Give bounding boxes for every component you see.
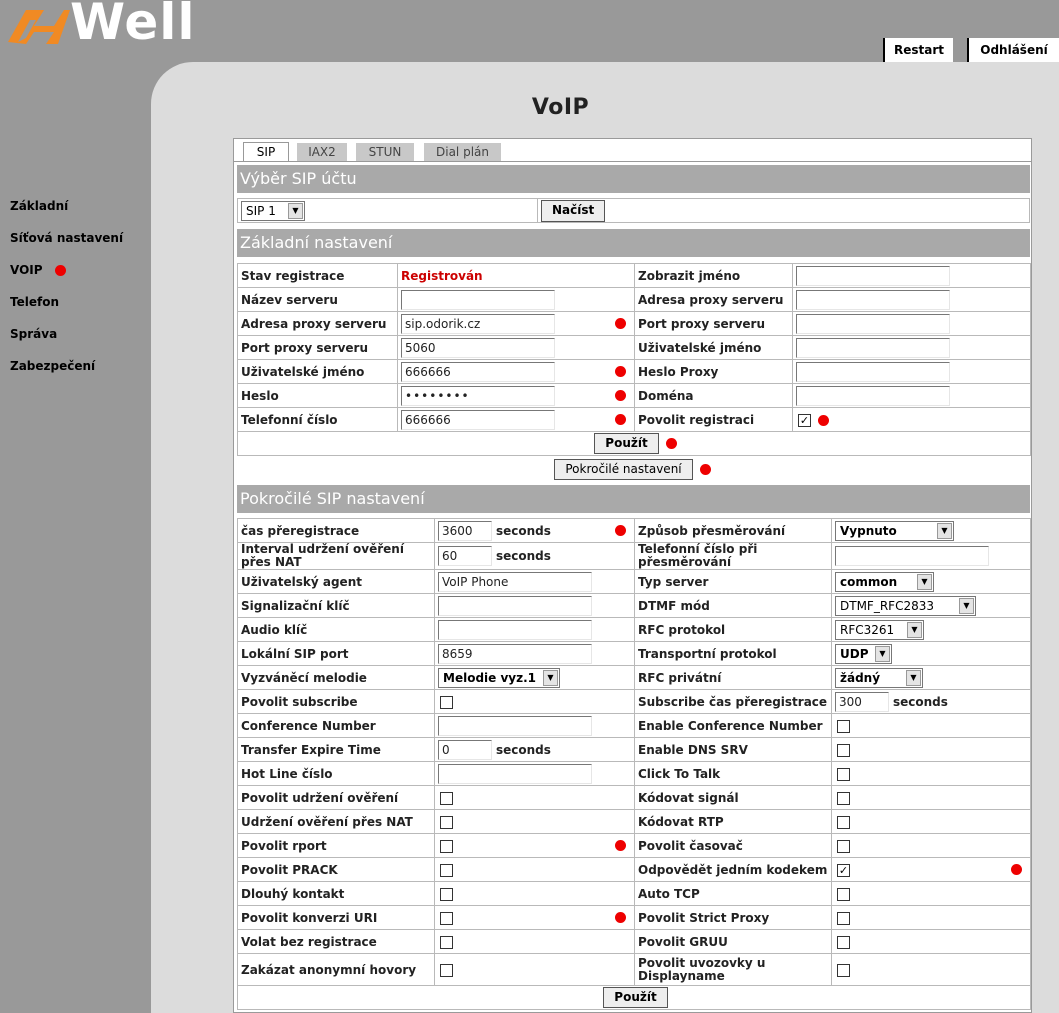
- sidebar-item-basic[interactable]: [10, 199, 68, 213]
- transfer-expire-time-input[interactable]: [438, 740, 492, 760]
- red-marker-icon: [615, 390, 626, 401]
- block-anonymous-cell: [435, 954, 635, 986]
- rfc-private-select[interactable]: [835, 668, 923, 688]
- red-marker-icon: [615, 840, 626, 851]
- label-enable-dns-srv: Enable DNS SRV: [635, 738, 832, 762]
- page-title: VoIP: [531, 95, 590, 120]
- displayname-quotes-checkbox[interactable]: [837, 964, 850, 977]
- unit-label: seconds: [496, 549, 551, 563]
- forward-number-input[interactable]: [835, 546, 989, 566]
- enable-dns-srv-cell: [832, 738, 1031, 762]
- domain-input[interactable]: [796, 386, 950, 406]
- sidebar: [0, 62, 151, 1013]
- label-user-agent: Uživatelský agent: [238, 570, 435, 594]
- rfc-protocol-value: RFC3261: [840, 622, 895, 637]
- label-nat-keepalive: Udržení ověření přes NAT: [238, 810, 435, 834]
- call-without-registration-checkbox[interactable]: [440, 936, 453, 949]
- enable-timer-cell: [832, 834, 1031, 858]
- chevron-down-icon: ▼: [959, 598, 974, 614]
- chevron-down-icon: ▼: [937, 523, 952, 539]
- transport-protocol-value: UDP: [840, 646, 869, 661]
- username-cell: [398, 360, 635, 384]
- red-marker-icon: [1011, 864, 1022, 875]
- strict-proxy-checkbox[interactable]: [837, 912, 850, 925]
- sip-account-select[interactable]: [241, 201, 305, 221]
- user-agent-input[interactable]: [438, 572, 592, 592]
- label-phone-number: Telefonní číslo: [238, 408, 398, 432]
- server-type-value: common: [840, 574, 898, 589]
- signaling-key-input[interactable]: [438, 596, 592, 616]
- local-sip-port-input[interactable]: [438, 644, 592, 664]
- proxy-password-cell: [793, 360, 1031, 384]
- label-enable-registration: Povolit registraci: [635, 408, 793, 432]
- nat-keepalive-interval-cell: [435, 543, 635, 570]
- conference-number-cell: [435, 714, 635, 738]
- enable-timer-checkbox[interactable]: [837, 840, 850, 853]
- sidebar-item-label: VOIP: [10, 263, 43, 277]
- encrypt-rtp-checkbox[interactable]: [837, 816, 850, 829]
- hotline-number-input[interactable]: [438, 764, 592, 784]
- well-logo-icon: [4, 4, 72, 50]
- phone-number-input[interactable]: [401, 410, 555, 430]
- sidebar-item-label: Telefon: [10, 295, 59, 309]
- uri-conversion-cell: [435, 906, 635, 930]
- enable-registration-cell: [793, 408, 1031, 432]
- chevron-down-icon: ▼: [917, 574, 932, 590]
- enable-keepalive-checkbox[interactable]: [440, 792, 453, 805]
- click-to-talk-cell: [832, 762, 1031, 786]
- registration-status-cell: [398, 264, 635, 288]
- nat-keepalive-checkbox[interactable]: [440, 816, 453, 829]
- unit-label: seconds: [496, 523, 551, 538]
- advanced-settings-button[interactable]: Pokročilé nastavení: [554, 459, 692, 480]
- sidebar-item-label: Síťová nastavení: [10, 231, 124, 245]
- backup-proxy-address-cell: [793, 288, 1031, 312]
- username-input[interactable]: [401, 362, 555, 382]
- red-marker-icon: [666, 438, 677, 449]
- tab-divider: [234, 161, 1031, 162]
- transport-protocol-cell: [832, 642, 1031, 666]
- voip-panel: [233, 138, 1032, 1013]
- label-proxy-address: Adresa proxy serveru: [238, 312, 398, 336]
- forward-mode-select[interactable]: [835, 521, 954, 541]
- long-contact-cell: [435, 882, 635, 906]
- ring-melody-select[interactable]: [438, 668, 560, 688]
- label-encrypt-rtp: Kódovat RTP: [635, 810, 832, 834]
- chevron-down-icon: ▼: [907, 622, 922, 638]
- label-backup-username: Uživatelské jméno: [635, 336, 793, 360]
- red-marker-icon: [615, 912, 626, 923]
- hotline-number-cell: [435, 762, 635, 786]
- label-rfc-private: RFC privátní: [635, 666, 832, 690]
- phone-number-cell: [398, 408, 635, 432]
- encrypt-signal-checkbox[interactable]: [837, 792, 850, 805]
- encrypt-signal-cell: [832, 786, 1031, 810]
- basic-apply-button[interactable]: Použít: [594, 433, 658, 454]
- block-anonymous-checkbox[interactable]: [440, 964, 453, 977]
- advanced-toggle-row: [234, 459, 1031, 480]
- account-select-cell: [238, 199, 538, 223]
- label-reregistration-time: čas přeregistrace: [238, 519, 435, 543]
- label-backup-proxy-port: Port proxy serveru: [635, 312, 793, 336]
- ring-melody-value: Melodie vyz.1: [443, 670, 536, 685]
- rfc-private-value: žádný: [840, 670, 881, 685]
- display-name-input[interactable]: [796, 266, 950, 286]
- dtmf-mode-cell: [832, 594, 1031, 618]
- backup-proxy-port-cell: [793, 312, 1031, 336]
- basic-settings-table: [237, 263, 1031, 456]
- advanced-apply-row: [238, 986, 1031, 1010]
- rfc-protocol-cell: [832, 618, 1031, 642]
- label-username: Uživatelské jméno: [238, 360, 398, 384]
- password-cell: [398, 384, 635, 408]
- chevron-down-icon: ▼: [543, 670, 558, 686]
- display-name-cell: [793, 264, 1031, 288]
- sidebar-item-voip[interactable]: [10, 263, 66, 277]
- label-encrypt-signal: Kódovat signál: [635, 786, 832, 810]
- unit-label: seconds: [496, 742, 551, 757]
- red-marker-icon: [700, 464, 711, 475]
- enable-prack-cell: [435, 858, 635, 882]
- encrypt-rtp-cell: [832, 810, 1031, 834]
- label-server-type: Typ server: [635, 570, 832, 594]
- backup-proxy-address-input[interactable]: [796, 290, 950, 310]
- label-backup-proxy-address: Adresa proxy serveru: [635, 288, 793, 312]
- label-long-contact: Dlouhý kontakt: [238, 882, 435, 906]
- red-marker-icon: [818, 415, 829, 426]
- enable-rport-cell: [435, 834, 635, 858]
- label-subscribe-reregistration: Subscribe čas přeregistrace: [635, 690, 832, 714]
- logout-link[interactable]: Odhlášení: [967, 38, 1059, 62]
- enable-conference-number-cell: [832, 714, 1031, 738]
- red-marker-icon: [615, 414, 626, 425]
- label-domain: Doména: [635, 384, 793, 408]
- enable-prack-checkbox[interactable]: [440, 864, 453, 877]
- tab-iax2[interactable]: IAX2: [297, 143, 347, 161]
- auto-tcp-checkbox[interactable]: [837, 888, 850, 901]
- label-signaling-key: Signalizační klíč: [238, 594, 435, 618]
- sidebar-item-phone[interactable]: [10, 295, 59, 309]
- enable-gruu-cell: [832, 930, 1031, 954]
- enable-gruu-checkbox[interactable]: [837, 936, 850, 949]
- red-marker-icon: [615, 318, 626, 329]
- label-local-sip-port: Lokální SIP port: [238, 642, 435, 666]
- chevron-down-icon: ▼: [875, 646, 890, 662]
- registration-status-value: Registrován: [401, 268, 483, 283]
- label-audio-key: Audio klíč: [238, 618, 435, 642]
- proxy-address-cell: [398, 312, 635, 336]
- label-enable-rport: Povolit rport: [238, 834, 435, 858]
- label-enable-conference-number: Enable Conference Number: [635, 714, 832, 738]
- account-table: [237, 198, 1030, 223]
- active-indicator-icon: [55, 265, 66, 276]
- backup-username-cell: [793, 336, 1031, 360]
- server-type-select[interactable]: [835, 572, 934, 592]
- server-name-input[interactable]: [401, 290, 555, 310]
- reregistration-time-cell: [435, 519, 635, 543]
- server-name-cell: [398, 288, 635, 312]
- forward-mode-value: Vypnuto: [840, 523, 897, 538]
- sidebar-item-label: Základní: [10, 199, 69, 213]
- user-agent-cell: [435, 570, 635, 594]
- label-nat-keepalive-interval: Interval udržení ověření přes NAT: [238, 543, 435, 570]
- subscribe-reregistration-input[interactable]: [835, 692, 889, 712]
- single-codec-answer-cell: [832, 858, 1031, 882]
- transfer-expire-time-cell: [435, 738, 635, 762]
- domain-cell: [793, 384, 1031, 408]
- enable-subscribe-checkbox[interactable]: [440, 696, 453, 709]
- proxy-address-input[interactable]: [401, 314, 555, 334]
- enable-keepalive-cell: [435, 786, 635, 810]
- label-transfer-expire-time: Transfer Expire Time: [238, 738, 435, 762]
- label-display-name: Zobrazit jméno: [635, 264, 793, 288]
- label-block-anonymous: Zakázat anonymní hovory: [238, 954, 435, 986]
- sidebar-item-label: Zabezpečení: [10, 359, 96, 373]
- server-type-cell: [832, 570, 1031, 594]
- label-enable-subscribe: Povolit subscribe: [238, 690, 435, 714]
- tab-stun[interactable]: STUN: [356, 143, 414, 161]
- uri-conversion-checkbox[interactable]: [440, 912, 453, 925]
- account-load-cell: [538, 199, 1030, 223]
- label-dtmf-mode: DTMF mód: [635, 594, 832, 618]
- rfc-protocol-select[interactable]: [835, 620, 924, 640]
- label-hotline-number: Hot Line číslo: [238, 762, 435, 786]
- audio-key-cell: [435, 618, 635, 642]
- sidebar-item-security[interactable]: [10, 359, 95, 373]
- backup-proxy-port-input[interactable]: [796, 314, 950, 334]
- label-uri-conversion: Povolit konverzi URI: [238, 906, 435, 930]
- label-proxy-port: Port proxy serveru: [238, 336, 398, 360]
- tab-sip[interactable]: SIP: [243, 142, 289, 162]
- long-contact-checkbox[interactable]: [440, 888, 453, 901]
- conference-number-input[interactable]: [438, 716, 592, 736]
- brand-name: Well: [70, 0, 196, 51]
- load-button[interactable]: Načíst: [541, 200, 605, 222]
- transport-protocol-select[interactable]: [835, 644, 892, 664]
- label-proxy-password: Heslo Proxy: [635, 360, 793, 384]
- advanced-apply-button[interactable]: Použít: [603, 987, 667, 1008]
- header: [0, 0, 1059, 62]
- nat-keepalive-cell: [435, 810, 635, 834]
- label-displayname-quotes: Povolit uvozovky u Displayname: [635, 954, 832, 986]
- sidebar-item-label: Správa: [10, 327, 58, 341]
- call-without-registration-cell: [435, 930, 635, 954]
- single-codec-answer-checkbox[interactable]: ✓: [838, 863, 849, 877]
- backup-username-input[interactable]: [796, 338, 950, 358]
- red-marker-icon: [615, 525, 626, 536]
- label-single-codec-answer: Odpovědět jedním kodekem: [635, 858, 832, 882]
- red-marker-icon: [615, 366, 626, 377]
- forward-mode-cell: [832, 519, 1031, 543]
- label-enable-keepalive: Povolit udržení ověření: [238, 786, 435, 810]
- enable-dns-srv-checkbox[interactable]: [837, 744, 850, 757]
- unit-label: seconds: [893, 694, 948, 709]
- label-auto-tcp: Auto TCP: [635, 882, 832, 906]
- dtmf-mode-value: DTMF_RFC2833: [840, 598, 934, 613]
- label-enable-prack: Povolit PRACK: [238, 858, 435, 882]
- label-password: Heslo: [238, 384, 398, 408]
- enable-rport-checkbox[interactable]: [440, 840, 453, 853]
- signaling-key-cell: [435, 594, 635, 618]
- ring-melody-cell: [435, 666, 635, 690]
- section-basic-title: Základní nastavení: [237, 229, 1030, 257]
- sidebar-item-network[interactable]: [10, 231, 123, 245]
- label-rfc-protocol: RFC protokol: [635, 618, 832, 642]
- forward-number-cell: [832, 543, 1031, 570]
- chevron-down-icon: ▼: [906, 670, 921, 686]
- proxy-port-cell: [398, 336, 635, 360]
- proxy-password-input[interactable]: [796, 362, 950, 382]
- label-registration-status: Stav registrace: [238, 264, 398, 288]
- rfc-private-cell: [832, 666, 1031, 690]
- audio-key-input[interactable]: [438, 620, 592, 640]
- auto-tcp-cell: [832, 882, 1031, 906]
- password-input[interactable]: [401, 386, 555, 406]
- label-click-to-talk: Click To Talk: [635, 762, 832, 786]
- enable-registration-checkbox[interactable]: ✓: [799, 413, 810, 427]
- enable-conference-number-checkbox[interactable]: [837, 720, 850, 733]
- label-call-without-registration: Volat bez registrace: [238, 930, 435, 954]
- section-account-title: Výběr SIP účtu: [237, 165, 1030, 193]
- nat-keepalive-interval-input[interactable]: [438, 546, 492, 566]
- label-enable-timer: Povolit časovač: [635, 834, 832, 858]
- subscribe-reregistration-cell: [832, 690, 1031, 714]
- proxy-port-input[interactable]: [401, 338, 555, 358]
- displayname-quotes-cell: [832, 954, 1031, 986]
- local-sip-port-cell: [435, 642, 635, 666]
- label-forward-mode: Způsob přesměrování: [635, 519, 832, 543]
- section-advanced-title: Pokročilé SIP nastavení: [237, 485, 1030, 513]
- label-strict-proxy: Povolit Strict Proxy: [635, 906, 832, 930]
- label-ring-melody: Vyzváněcí melodie: [238, 666, 435, 690]
- strict-proxy-cell: [832, 906, 1031, 930]
- label-conference-number: Conference Number: [238, 714, 435, 738]
- label-enable-gruu: Povolit GRUU: [635, 930, 832, 954]
- label-transport-protocol: Transportní protokol: [635, 642, 832, 666]
- label-server-name: Název serveru: [238, 288, 398, 312]
- advanced-settings-table: [237, 518, 1031, 1010]
- click-to-talk-checkbox[interactable]: [837, 768, 850, 781]
- sidebar-item-management[interactable]: [10, 327, 57, 341]
- tab-dial-plan[interactable]: Dial plán: [424, 143, 501, 161]
- basic-apply-row: [238, 432, 1031, 456]
- sip-account-value: SIP 1: [246, 203, 276, 218]
- dtmf-mode-select[interactable]: [835, 596, 976, 616]
- chevron-down-icon: ▼: [288, 203, 303, 219]
- label-forward-number: Telefonní číslo při přesměrování: [635, 543, 832, 570]
- reregistration-time-input[interactable]: [438, 521, 492, 541]
- restart-link[interactable]: Restart: [883, 38, 953, 62]
- enable-subscribe-cell: [435, 690, 635, 714]
